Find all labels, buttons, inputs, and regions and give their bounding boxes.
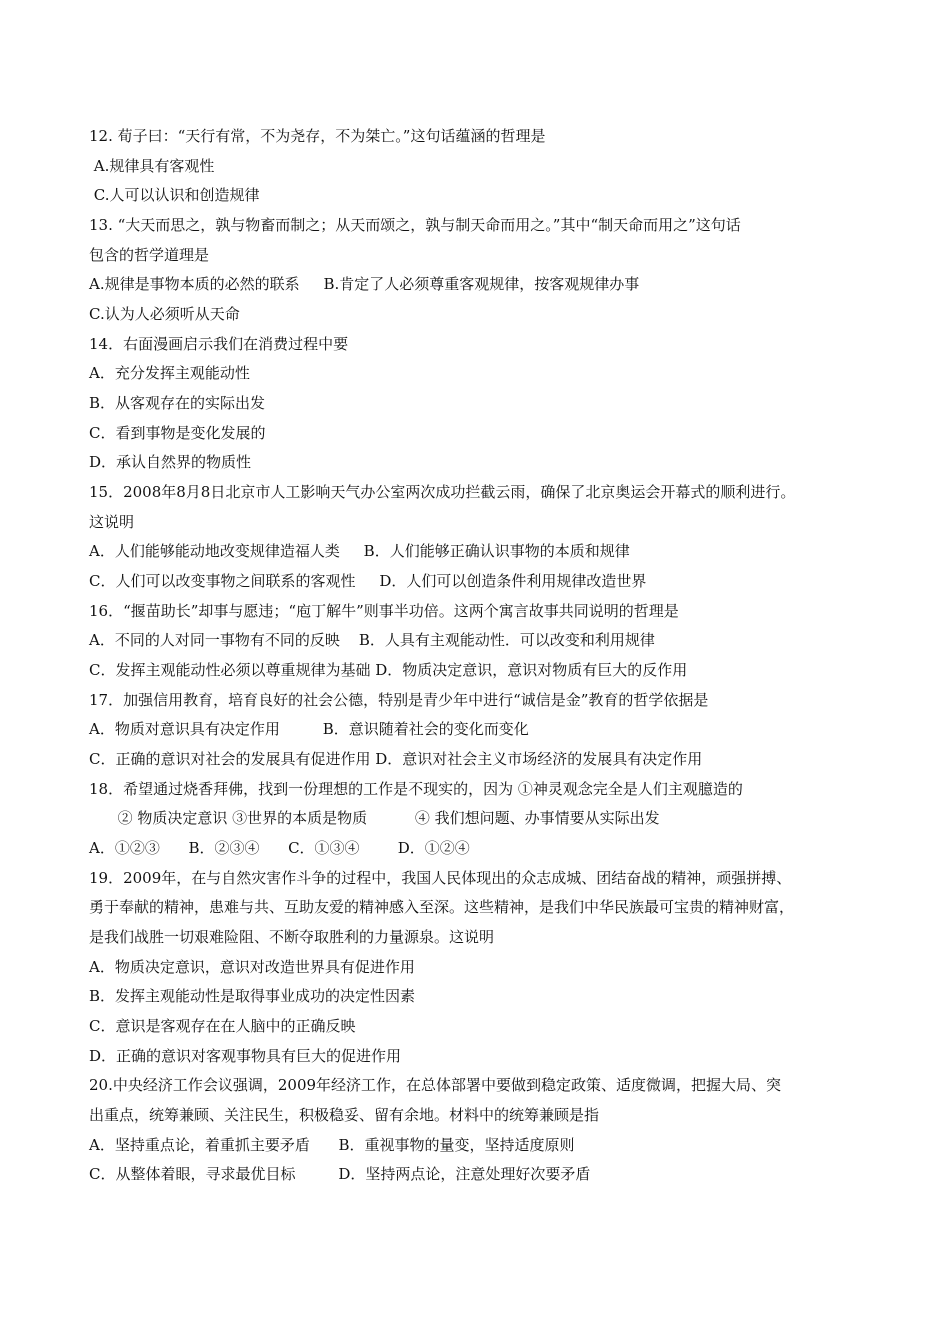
question-14-option-d: D．承认自然界的物质性 [89, 453, 252, 471]
question-18-statements: ② 物质决定意识 ③世界的本质是物质 ④ 我们想问题、办事情要从实际出发 [89, 809, 660, 827]
question-19-option-b: B．发挥主观能动性是取得事业成功的决定性因素 [89, 987, 416, 1005]
question-19-option-a: A．物质决定意识，意识对改造世界具有促进作用 [89, 958, 415, 976]
question-17-options-cd: C．正确的意识对社会的发展具有促进作用 D．意识对社会主义市场经济的发展具有决定作用 [89, 750, 703, 768]
question-18-stem: 18．希望通过烧香拜佛，找到一份理想的工作是不现实的，因为 ①神灵观念完全是人们主观臆造的 [89, 780, 743, 798]
question-20-stem: 20.中央经济工作会议强调，2009年经济工作，在总体部署中要做到稳定政策、适度微调，把握大局、突 [89, 1076, 782, 1094]
question-15-options-cd: C．人们可以改变事物之间联系的客观性 D．人们可以创造条件利用规律改造世界 [89, 572, 647, 590]
question-12-stem: 12. 荀子曰：“天行有常，不为尧存，不为桀亡。”这句话蕴涵的哲理是 [89, 127, 546, 145]
question-14-stem: 14．右面漫画启示我们在消费过程中要 [89, 335, 349, 353]
question-14-option-b: B．从客观存在的实际出发 [89, 394, 266, 412]
question-20-options-cd: C．从整体着眼，寻求最优目标 D．坚持两点论，注意处理好次要矛盾 [89, 1165, 591, 1183]
question-14-option-c: C．看到事物是变化发展的 [89, 424, 266, 442]
question-13-stem: 13. “大天而思之，孰与物畜而制之；从天而颂之，孰与制天命而用之。”其中“制天命而用之”这句话 [89, 216, 741, 234]
question-12-option-a: A.规律具有客观性 [89, 157, 215, 175]
question-13-options-ab: A.规律是事物本质的必然的联系 B.肯定了人必须尊重客观规律，按客观规律办事 [89, 275, 640, 293]
question-14-option-a: A．充分发挥主观能动性 [89, 364, 250, 382]
question-18-options: A．①②③ B．②③④ C．①③④ D．①②④ [89, 839, 470, 857]
question-20-options-ab: A．坚持重点论，着重抓主要矛盾 B．重视事物的量变，坚持适度原则 [89, 1136, 575, 1154]
question-19-option-c: C．意识是客观存在在人脑中的正确反映 [89, 1017, 356, 1035]
question-16-options-cd: C．发挥主观能动性必须以尊重规律为基础 D．物质决定意识，意识对物质有巨大的反作用 [89, 661, 688, 679]
question-16-options-ab: A．不同的人对同一事物有不同的反映 B．人具有主观能动性．可以改变和利用规律 [89, 631, 655, 649]
question-15-stem-cont: 这说明 [89, 513, 135, 531]
question-19-stem: 19．2009年，在与自然灾害作斗争的过程中，我国人民体现出的众志成城、团结奋战的精神，顽强拼搏、 [89, 869, 792, 887]
question-12-option-c: C.人可以认识和创造规律 [89, 186, 260, 204]
question-19-stem-cont-2: 是我们战胜一切艰难险阻、不断夺取胜利的力量源泉。这说明 [89, 928, 495, 946]
question-20-stem-cont: 出重点，统筹兼顾、关注民生，积极稳妥、留有余地。材料中的统筹兼顾是指 [89, 1106, 600, 1124]
question-16-stem: 16．“揠苗助长”却事与愿违；“庖丁解牛”则事半功倍。这两个寓言故事共同说明的哲理是 [89, 602, 679, 620]
question-13-option-c: C.认为人必须听从天命 [89, 305, 240, 323]
question-17-stem: 17．加强信用教育，培育良好的社会公德，特别是青少年中进行“诚信是金”教育的哲学依据是 [89, 691, 709, 709]
question-13-stem-cont: 包含的哲学道理是 [89, 246, 210, 264]
question-17-options-ab: A．物质对意识具有决定作用 B．意识随着社会的变化而变化 [89, 720, 529, 738]
question-15-stem: 15．2008年8月8日北京市人工影响天气办公室两次成功拦截云雨，确保了北京奥运会开幕式的顺利进行。 [89, 483, 796, 501]
question-19-stem-cont-1: 勇于奉献的精神，患难与共、互助友爱的精神感入至深。这些精神，是我们中华民族最可宝贵的精神财富， [89, 898, 795, 916]
question-19-option-d: D．正确的意识对客观事物具有巨大的促进作用 [89, 1047, 402, 1065]
question-15-options-ab: A．人们能够能动地改变规律造福人类 B．人们能够正确认识事物的本质和规律 [89, 542, 630, 560]
